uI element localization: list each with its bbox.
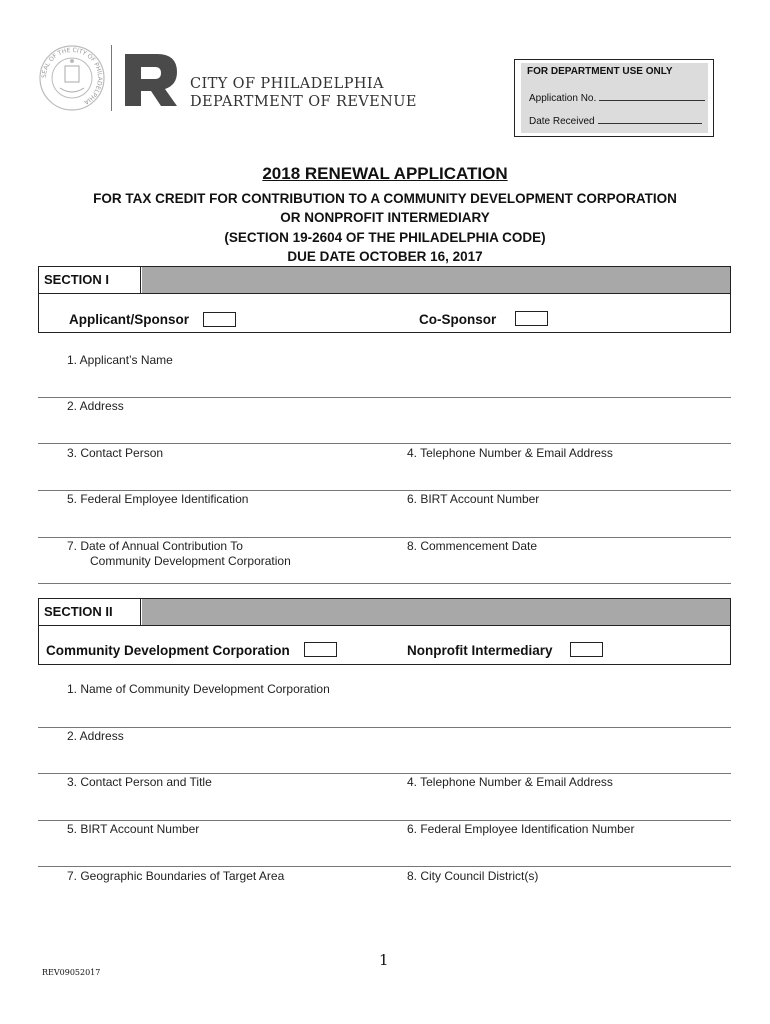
section-1-label: SECTION I: [39, 267, 141, 293]
cdc-checkbox[interactable]: [304, 642, 337, 657]
svg-text:SEAL OF THE CITY OF PHILADELPH: [41, 47, 103, 106]
department-use-title: FOR DEPARTMENT USE ONLY: [527, 66, 673, 77]
header-divider: [111, 45, 112, 111]
birt-account-label: 6. BIRT Account Number: [407, 492, 540, 506]
section-1-box: [38, 266, 731, 333]
section-1-header-fill: [142, 267, 730, 293]
cdc-phone-email-label: 4. Telephone Number & Email Address: [407, 775, 613, 789]
applicant-address-line[interactable]: [38, 443, 731, 444]
cdc-federal-id-label: 6. Federal Employee Identification Number: [407, 822, 635, 836]
federal-id-line[interactable]: [38, 537, 731, 538]
page-title: 2018 RENEWAL APPLICATION: [262, 164, 508, 183]
department-use-shading: [521, 63, 708, 133]
application-no-row: [529, 92, 705, 104]
federal-employee-id-label: 5. Federal Employee Identification: [67, 492, 249, 506]
department-use-box: [514, 59, 714, 137]
date-received-row: [529, 115, 702, 127]
cdc-birt-label: 5. BIRT Account Number: [67, 822, 200, 836]
subtitle-line2: OR NONPROFIT INTERMEDIARY: [280, 210, 490, 225]
contact-person-label: 3. Contact Person: [67, 446, 164, 460]
applicant-sponsor-label: Applicant/Sponsor: [69, 312, 190, 327]
subtitle-line3: (SECTION 19-2604 OF THE PHILADELPHIA CODE): [224, 230, 546, 245]
form-code: REV09052017: [42, 968, 101, 977]
applicant-sponsor-checkbox[interactable]: [203, 312, 236, 327]
section-2-box: [38, 598, 731, 665]
contribution-date-label: 7. Date of Annual Contribution To: [67, 539, 243, 553]
subtitle-line1: FOR TAX CREDIT FOR CONTRIBUTION TO A COMMUNITY DEVELOPMENT CORPORATION: [93, 191, 677, 206]
target-area-label: 7. Geographic Boundaries of Target Area: [67, 869, 285, 883]
cdc-label: Community Development Corporation: [46, 643, 290, 658]
commencement-date-label: 8. Commencement Date: [407, 539, 538, 553]
contribution-date-line[interactable]: [38, 583, 731, 584]
application-no-field[interactable]: [599, 92, 705, 101]
cdc-address-label: 2. Address: [67, 729, 124, 743]
cdc-contact-label: 3. Contact Person and Title: [67, 775, 212, 789]
applicant-name-line[interactable]: [38, 397, 731, 398]
section-2-header: [39, 599, 730, 626]
council-district-label: 8. City Council District(s): [407, 869, 539, 883]
applicant-name-label: 1. Applicant’s Name: [67, 353, 173, 367]
co-sponsor-label: Co-Sponsor: [419, 312, 497, 327]
city-seal-icon: [38, 44, 106, 112]
cdc-name-label: 1. Name of Community Development Corporation: [67, 682, 330, 696]
co-sponsor-checkbox[interactable]: [515, 311, 548, 326]
cdc-name-line[interactable]: [38, 727, 731, 728]
revenue-logo-icon: [123, 52, 179, 108]
application-no-label: Application No.: [529, 93, 597, 104]
cdc-birt-line[interactable]: [38, 866, 731, 867]
applicant-address-label: 2. Address: [67, 399, 124, 413]
date-received-field[interactable]: [598, 115, 702, 124]
due-date: DUE DATE OCTOBER 16, 2017: [287, 249, 483, 264]
contact-person-line[interactable]: [38, 490, 731, 491]
cdc-address-line[interactable]: [38, 773, 731, 774]
cdc-contact-line[interactable]: [38, 820, 731, 821]
date-received-label: Date Received: [529, 116, 595, 127]
org-name-line2: DEPARTMENT OF REVENUE: [190, 94, 417, 110]
contribution-date-label-cont: Community Development Corporation: [90, 554, 291, 568]
nonprofit-intermediary-label: Nonprofit Intermediary: [407, 643, 553, 658]
org-name-line1: CITY OF PHILADELPHIA: [190, 76, 384, 92]
page-number: 1: [379, 951, 389, 969]
applicant-phone-email-label: 4. Telephone Number & Email Address: [407, 446, 613, 460]
section-2-label: SECTION II: [39, 599, 141, 625]
section-2-header-fill: [142, 599, 730, 625]
nonprofit-intermediary-checkbox[interactable]: [570, 642, 603, 657]
seal-text: SEAL OF THE CITY OF PHILADELPHIA: [40, 46, 104, 106]
section-1-header: [39, 267, 730, 294]
